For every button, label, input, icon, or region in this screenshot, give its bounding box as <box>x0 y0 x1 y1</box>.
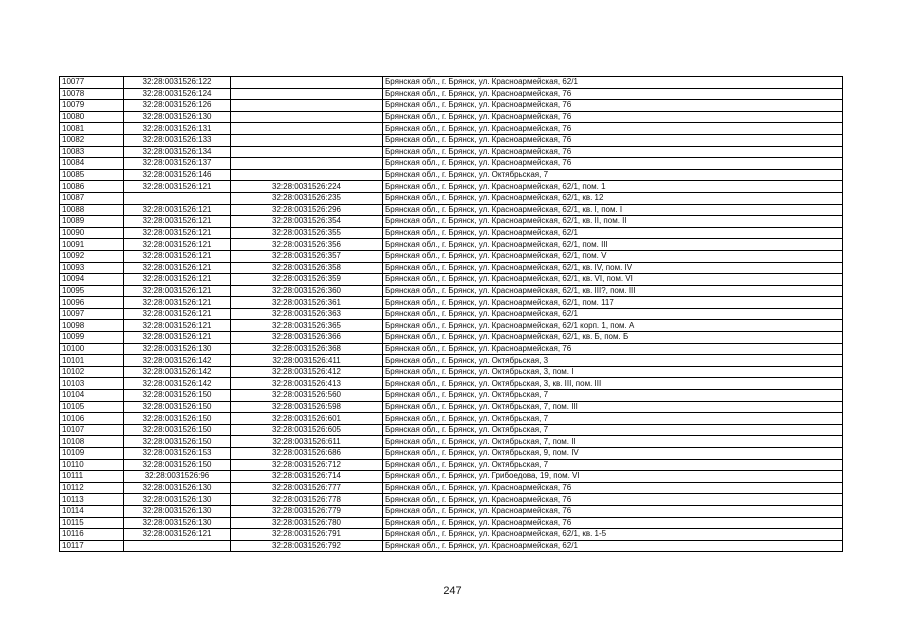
table-row <box>60 332 843 344</box>
table-row <box>60 540 843 552</box>
row-number-cell: 10101 <box>60 355 124 367</box>
parcel-number-cell: 32:28:0031526:121 <box>124 227 231 239</box>
object-number-cell: 32:28:0031526:560 <box>231 390 383 402</box>
table-row <box>60 494 843 506</box>
table-row <box>60 471 843 483</box>
object-number-cell: 32:28:0031526:611 <box>231 436 383 448</box>
parcel-number-cell: 32:28:0031526:150 <box>124 459 231 471</box>
row-number-cell: 10116 <box>60 529 124 541</box>
parcel-number-cell: 32:28:0031526:121 <box>124 239 231 251</box>
object-number-cell: 32:28:0031526:686 <box>231 448 383 460</box>
page-number: 247 <box>443 585 462 597</box>
object-number-cell: 32:28:0031526:779 <box>231 505 383 517</box>
table-row <box>60 308 843 320</box>
parcel-number-cell: 32:28:0031526:122 <box>124 77 231 89</box>
row-number-cell: 10093 <box>60 262 124 274</box>
parcel-number-cell: 32:28:0031526:146 <box>124 169 231 181</box>
table-row <box>60 413 843 425</box>
object-number-cell: 32:28:0031526:598 <box>231 401 383 413</box>
parcel-number-cell: 32:28:0031526:134 <box>124 146 231 158</box>
parcel-number-cell: 32:28:0031526:124 <box>124 88 231 100</box>
parcel-number-cell: 32:28:0031526:137 <box>124 158 231 170</box>
address-cell: Брянская обл., г. Брянск, ул. Красноармейская, 76 <box>383 505 843 517</box>
parcel-number-cell: 32:28:0031526:150 <box>124 390 231 402</box>
row-number-cell: 10115 <box>60 517 124 529</box>
parcel-number-cell: 32:28:0031526:130 <box>124 482 231 494</box>
row-number-cell: 10079 <box>60 100 124 112</box>
parcel-number-cell: 32:28:0031526:130 <box>124 494 231 506</box>
table-row <box>60 274 843 286</box>
parcel-number-cell: 32:28:0031526:150 <box>124 436 231 448</box>
row-number-cell: 10104 <box>60 390 124 402</box>
address-cell: Брянская обл., г. Брянск, ул. Октябрьская, 7 <box>383 169 843 181</box>
table-row <box>60 378 843 390</box>
address-cell: Брянская обл., г. Брянск, ул. Красноармейская, 62/1 корп. 1, пом. А <box>383 320 843 332</box>
parcel-number-cell: 32:28:0031526:121 <box>124 250 231 262</box>
parcel-number-cell: 32:28:0031526:142 <box>124 366 231 378</box>
parcel-number-cell: 32:28:0031526:121 <box>124 274 231 286</box>
object-number-cell: 32:28:0031526:359 <box>231 274 383 286</box>
table-row <box>60 204 843 216</box>
table-row <box>60 134 843 146</box>
parcel-number-cell: 32:28:0031526:121 <box>124 332 231 344</box>
row-number-cell: 10112 <box>60 482 124 494</box>
parcel-number-cell: 32:28:0031526:121 <box>124 529 231 541</box>
address-cell: Брянская обл., г. Брянск, ул. Красноармейская, 76 <box>383 517 843 529</box>
object-number-cell: 32:28:0031526:605 <box>231 424 383 436</box>
table-row <box>60 216 843 228</box>
table-row <box>60 517 843 529</box>
table-row <box>60 227 843 239</box>
row-number-cell: 10087 <box>60 192 124 204</box>
parcel-number-cell: 32:28:0031526:150 <box>124 413 231 425</box>
object-number-cell: 32:28:0031526:235 <box>231 192 383 204</box>
table-row <box>60 285 843 297</box>
object-number-cell <box>231 123 383 135</box>
address-cell: Брянская обл., г. Брянск, ул. Красноармейская, 62/1, кв. 1-5 <box>383 529 843 541</box>
parcel-number-cell: 32:28:0031526:126 <box>124 100 231 112</box>
object-number-cell <box>231 158 383 170</box>
parcel-number-cell: 32:28:0031526:150 <box>124 401 231 413</box>
address-cell: Брянская обл., г. Брянск, ул. Красноармейская, 76 <box>383 146 843 158</box>
object-number-cell: 32:28:0031526:411 <box>231 355 383 367</box>
row-number-cell: 10098 <box>60 320 124 332</box>
row-number-cell: 10108 <box>60 436 124 448</box>
table-row <box>60 169 843 181</box>
row-number-cell: 10117 <box>60 540 124 552</box>
parcel-number-cell: 32:28:0031526:142 <box>124 378 231 390</box>
address-cell: Брянская обл., г. Брянск, ул. Красноармейская, 76 <box>383 88 843 100</box>
table-row <box>60 100 843 112</box>
table-row <box>60 424 843 436</box>
object-number-cell: 32:28:0031526:778 <box>231 494 383 506</box>
address-cell: Брянская обл., г. Брянск, ул. Красноармейская, 62/1, кв. Б, пом. Б <box>383 332 843 344</box>
address-cell: Брянская обл., г. Брянск, ул. Красноармейская, 62/1, пом. 1 <box>383 181 843 193</box>
table-row <box>60 88 843 100</box>
parcel-number-cell: 32:28:0031526:150 <box>124 424 231 436</box>
table-row <box>60 297 843 309</box>
address-cell: Брянская обл., г. Брянск, ул. Октябрьская, 7, пом. II <box>383 436 843 448</box>
address-cell: Брянская обл., г. Брянск, ул. Красноармейская, 62/1, кв. 12 <box>383 192 843 204</box>
address-cell: Брянская обл., г. Брянск, ул. Октябрьская, 7, пом. III <box>383 401 843 413</box>
table-row <box>60 459 843 471</box>
address-cell: Брянская обл., г. Брянск, ул. Октябрьская, 9, пом. IV <box>383 448 843 460</box>
table-row <box>60 436 843 448</box>
object-number-cell <box>231 146 383 158</box>
row-number-cell: 10094 <box>60 274 124 286</box>
object-number-cell: 32:28:0031526:355 <box>231 227 383 239</box>
parcel-number-cell: 32:28:0031526:121 <box>124 308 231 320</box>
row-number-cell: 10083 <box>60 146 124 158</box>
table-row <box>60 111 843 123</box>
address-cell: Брянская обл., г. Брянск, ул. Октябрьская, 3, пом. I <box>383 366 843 378</box>
parcel-number-cell: 32:28:0031526:121 <box>124 297 231 309</box>
object-number-cell: 32:28:0031526:712 <box>231 459 383 471</box>
parcel-number-cell: 32:28:0031526:133 <box>124 134 231 146</box>
row-number-cell: 10107 <box>60 424 124 436</box>
row-number-cell: 10097 <box>60 308 124 320</box>
table-row <box>60 505 843 517</box>
table-row <box>60 262 843 274</box>
object-number-cell: 32:28:0031526:777 <box>231 482 383 494</box>
table-row <box>60 482 843 494</box>
row-number-cell: 10086 <box>60 181 124 193</box>
row-number-cell: 10084 <box>60 158 124 170</box>
address-cell: Брянская обл., г. Брянск, ул. Октябрьская, 7 <box>383 424 843 436</box>
object-number-cell <box>231 88 383 100</box>
address-cell: Брянская обл., г. Брянск, ул. Красноармейская, 62/1, пом. 117 <box>383 297 843 309</box>
row-number-cell: 10105 <box>60 401 124 413</box>
address-cell: Брянская обл., г. Брянск, ул. Красноармейская, 62/1, пом. V <box>383 250 843 262</box>
row-number-cell: 10095 <box>60 285 124 297</box>
object-number-cell: 32:28:0031526:360 <box>231 285 383 297</box>
address-cell: Брянская обл., г. Брянск, ул. Красноармейская, 76 <box>383 482 843 494</box>
address-cell: Брянская обл., г. Брянск, ул. Красноармейская, 76 <box>383 343 843 355</box>
table-row <box>60 390 843 402</box>
row-number-cell: 10080 <box>60 111 124 123</box>
parcel-number-cell <box>124 540 231 552</box>
address-cell: Брянская обл., г. Брянск, ул. Октябрьская, 7 <box>383 413 843 425</box>
object-number-cell: 32:28:0031526:224 <box>231 181 383 193</box>
address-cell: Брянская обл., г. Брянск, ул. Октябрьская, 3, кв. III, пом. III <box>383 378 843 390</box>
table-row <box>60 366 843 378</box>
parcel-number-cell: 32:28:0031526:121 <box>124 204 231 216</box>
row-number-cell: 10106 <box>60 413 124 425</box>
object-number-cell <box>231 100 383 112</box>
table-row <box>60 355 843 367</box>
parcel-number-cell: 32:28:0031526:130 <box>124 517 231 529</box>
table-row <box>60 77 843 89</box>
object-number-cell: 32:28:0031526:792 <box>231 540 383 552</box>
address-cell: Брянская обл., г. Брянск, ул. Красноармейская, 62/1, кв. I, пом. I <box>383 204 843 216</box>
cadastral-table-body <box>60 77 843 552</box>
address-cell: Брянская обл., г. Брянск, ул. Красноармейская, 62/1 <box>383 227 843 239</box>
object-number-cell: 32:28:0031526:780 <box>231 517 383 529</box>
parcel-number-cell: 32:28:0031526:130 <box>124 343 231 355</box>
parcel-number-cell: 32:28:0031526:121 <box>124 216 231 228</box>
parcel-number-cell: 32:28:0031526:96 <box>124 471 231 483</box>
object-number-cell: 32:28:0031526:361 <box>231 297 383 309</box>
parcel-number-cell: 32:28:0031526:121 <box>124 320 231 332</box>
object-number-cell: 32:28:0031526:354 <box>231 216 383 228</box>
table-row <box>60 192 843 204</box>
object-number-cell <box>231 77 383 89</box>
parcel-number-cell: 32:28:0031526:121 <box>124 262 231 274</box>
address-cell: Брянская обл., г. Брянск, ул. Красноармейская, 62/1, кв. VI, пом. VI <box>383 274 843 286</box>
object-number-cell: 32:28:0031526:368 <box>231 343 383 355</box>
parcel-number-cell <box>124 192 231 204</box>
object-number-cell <box>231 134 383 146</box>
object-number-cell: 32:28:0031526:365 <box>231 320 383 332</box>
row-number-cell: 10090 <box>60 227 124 239</box>
table-row <box>60 448 843 460</box>
row-number-cell: 10091 <box>60 239 124 251</box>
table-row <box>60 239 843 251</box>
row-number-cell: 10102 <box>60 366 124 378</box>
table-row <box>60 529 843 541</box>
address-cell: Брянская обл., г. Брянск, ул. Красноармейская, 76 <box>383 158 843 170</box>
parcel-number-cell: 32:28:0031526:130 <box>124 505 231 517</box>
address-cell: Брянская обл., г. Брянск, ул. Октябрьская, 7 <box>383 459 843 471</box>
address-cell: Брянская обл., г. Брянск, ул. Красноармейская, 62/1, кв. III?, пом. III <box>383 285 843 297</box>
address-cell: Брянская обл., г. Брянск, ул. Красноармейская, 62/1, кв. II, пом. II <box>383 216 843 228</box>
table-row <box>60 181 843 193</box>
row-number-cell: 10082 <box>60 134 124 146</box>
parcel-number-cell: 32:28:0031526:153 <box>124 448 231 460</box>
parcel-number-cell: 32:28:0031526:130 <box>124 111 231 123</box>
parcel-number-cell: 32:28:0031526:131 <box>124 123 231 135</box>
row-number-cell: 10088 <box>60 204 124 216</box>
object-number-cell: 32:28:0031526:356 <box>231 239 383 251</box>
parcel-number-cell: 32:28:0031526:121 <box>124 285 231 297</box>
address-cell: Брянская обл., г. Брянск, ул. Октябрьская, 3 <box>383 355 843 367</box>
row-number-cell: 10081 <box>60 123 124 135</box>
cadastral-table <box>59 76 843 552</box>
object-number-cell: 32:28:0031526:714 <box>231 471 383 483</box>
address-cell: Брянская обл., г. Брянск, ул. Красноармейская, 76 <box>383 134 843 146</box>
row-number-cell: 10103 <box>60 378 124 390</box>
object-number-cell: 32:28:0031526:366 <box>231 332 383 344</box>
parcel-number-cell: 32:28:0031526:142 <box>124 355 231 367</box>
address-cell: Брянская обл., г. Брянск, ул. Красноармейская, 76 <box>383 100 843 112</box>
address-cell: Брянская обл., г. Брянск, ул. Красноармейская, 62/1 <box>383 77 843 89</box>
object-number-cell: 32:28:0031526:363 <box>231 308 383 320</box>
object-number-cell: 32:28:0031526:358 <box>231 262 383 274</box>
address-cell: Брянская обл., г. Брянск, ул. Красноармейская, 62/1 <box>383 540 843 552</box>
parcel-number-cell: 32:28:0031526:121 <box>124 181 231 193</box>
row-number-cell: 10111 <box>60 471 124 483</box>
address-cell: Брянская обл., г. Брянск, ул. Красноармейская, 62/1 <box>383 308 843 320</box>
object-number-cell: 32:28:0031526:412 <box>231 366 383 378</box>
object-number-cell: 32:28:0031526:791 <box>231 529 383 541</box>
row-number-cell: 10109 <box>60 448 124 460</box>
row-number-cell: 10077 <box>60 77 124 89</box>
object-number-cell: 32:28:0031526:601 <box>231 413 383 425</box>
object-number-cell <box>231 169 383 181</box>
row-number-cell: 10110 <box>60 459 124 471</box>
row-number-cell: 10078 <box>60 88 124 100</box>
address-cell: Брянская обл., г. Брянск, ул. Красноармейская, 62/1, пом. III <box>383 239 843 251</box>
object-number-cell <box>231 111 383 123</box>
table-row <box>60 146 843 158</box>
row-number-cell: 10092 <box>60 250 124 262</box>
table-row <box>60 320 843 332</box>
table-row <box>60 401 843 413</box>
object-number-cell: 32:28:0031526:413 <box>231 378 383 390</box>
object-number-cell: 32:28:0031526:357 <box>231 250 383 262</box>
address-cell: Брянская обл., г. Брянск, ул. Красноармейская, 62/1, кв. IV, пом. IV <box>383 262 843 274</box>
row-number-cell: 10085 <box>60 169 124 181</box>
row-number-cell: 10100 <box>60 343 124 355</box>
row-number-cell: 10114 <box>60 505 124 517</box>
row-number-cell: 10096 <box>60 297 124 309</box>
row-number-cell: 10099 <box>60 332 124 344</box>
table-row <box>60 343 843 355</box>
object-number-cell: 32:28:0031526:296 <box>231 204 383 216</box>
row-number-cell: 10113 <box>60 494 124 506</box>
row-number-cell: 10089 <box>60 216 124 228</box>
address-cell: Брянская обл., г. Брянск, ул. Грибоедова, 19, пом. VI <box>383 471 843 483</box>
table-row <box>60 250 843 262</box>
address-cell: Брянская обл., г. Брянск, ул. Красноармейская, 76 <box>383 494 843 506</box>
address-cell: Брянская обл., г. Брянск, ул. Красноармейская, 76 <box>383 123 843 135</box>
table-row <box>60 158 843 170</box>
table-row <box>60 123 843 135</box>
address-cell: Брянская обл., г. Брянск, ул. Октябрьская, 7 <box>383 390 843 402</box>
address-cell: Брянская обл., г. Брянск, ул. Красноармейская, 76 <box>383 111 843 123</box>
